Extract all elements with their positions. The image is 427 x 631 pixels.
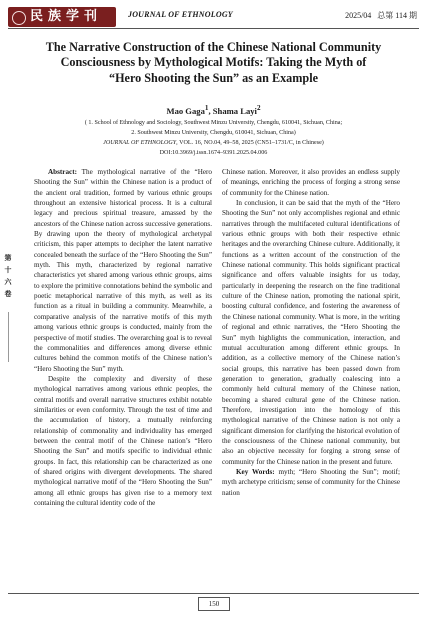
conclusion-paragraph: In conclusion, it can be said that the myth of the “Hero Shooting the Sun” not only accomplishes regional and ethnic narratives through the multifaceted cultural identifications of various ethnic groups with both their respective ethnic heritages and the overarching Chinese culture. Additionally, it functions as a written account of the construction of the Chinese national community. This holds significant practical significance and offers valuable insights for us today, particularly in deepening the research on the fine traditional culture of the Chinese nation, promoting the national spirit, boosting cultural confidence, and fostering the awareness of the Chinese national community. What is more, in the writing of regional and ethnic narratives, the “Hero Shooting the Sun” myth highlights the communication, interaction, and mutual acculturation among different ethnic groups. In addition, as a collective memory of the Chinese nation’s social groups, this narrative has been passed down from generation to generation, gradually coalescing into a commonly held cultural memory of the Chinese nation, becoming a shared cultural gene of the Chinese nation. Therefore, investigation into the homology of this mythological narrative of the Chinese nation is not only a significant dimension for clarifying the historical evolution of the consciousness of the Chinese national community, but also an objective necessity for forging a strong sense of community for the Chinese nation in the present and future. — [222, 199, 400, 466]
abstract-label: Abstract: — [48, 168, 77, 176]
issue-info — [345, 10, 417, 21]
page-header — [8, 6, 419, 28]
header-divider — [8, 28, 419, 29]
affiliation-2: 2. Southwest Minzu University, Chengdu, 610041, Sichuan, China) — [131, 129, 296, 136]
affiliations — [30, 119, 397, 138]
issue-year: 2025/04 — [345, 11, 372, 20]
author-list — [36, 104, 391, 116]
author-separator: , — [208, 105, 213, 116]
page-number: 150 — [198, 597, 230, 611]
author-1-affil-mark: 1 — [204, 104, 209, 112]
title-line-1: The Narrative Construction of the Chinese National Community — [45, 40, 382, 54]
journal-name: JOURNAL OF ETHNOLOGY — [128, 10, 233, 19]
title-line-2: Consciousness by Mythological Motifs: Taking the Myth of — [60, 55, 367, 70]
issue-number: 总第 114 期 — [377, 11, 417, 20]
journal-logo — [8, 7, 116, 27]
keywords-label: Key Words: — [236, 467, 275, 476]
right-column — [222, 167, 400, 498]
abstract-continued: Chinese nation. Moreover, it also provides an endless supply of meanings, enriching the process of forging a strong sense of community for the Chinese nation. — [222, 168, 400, 197]
footer-divider — [8, 593, 419, 594]
side-tab-divider — [8, 312, 9, 362]
keywords-text: myth; “Hero Shooting the Sun”; motif; myth archetype criticism; sense of community for the Chinese nation — [222, 467, 400, 497]
abstract-paragraph-2: Despite the complexity and diversity of these mythological narratives among various ethnic peoples, the central motifs and overall narrative structures exhibit notable similarities or even conformity. Through the test of time and the accumulation of history, a mutually reinforcing relationship of commonality and individuality has emerged between the central motif of the Chinese nation’s “Hero Shooting the Sun” and motifs specific to individual ethnic groups. In fact, this relationship can be characterized as one of shared origins with divergent developments. The shared mythological narrative motif of the “Hero Shooting the Sun” among all ethnic groups has given rise to a memory text containing the cultural identity code of the — [34, 374, 212, 507]
citation-details: , VOL. 16, NO.04, 49–58, 2025 (CN51–1731/C, in Chinese) — [176, 140, 324, 146]
left-column — [34, 167, 212, 508]
doi: DOI:10.3969/j.issn.1674–9391.2025.04.006 — [159, 149, 268, 156]
keywords-paragraph — [222, 467, 400, 498]
abstract-text-1: The mythological narrative of the “Hero Shooting the Sun” within the Chinese nation is a product of the ancient oral tradition, formed by various ethnic groups throughout an extensive historical process. It is a cultural legacy and precious spiritual treasure, amassed by the ancestors of the Chinese nation across successive generations. By drawing upon the theory of mythological archetypal criticism, this paper attempts to decipher the latent narrative concealed beneath the surface of the “Hero Shooting the Sun” myth. This myth, characterized by regional narrative characteristics yet shared among various ethnic groups, aims to explore the primitive connotations behind the symbolic and poetic metaphorical narrative of this myth, as well as its function as a ritual in building a community. Meanwhile, a comparative analysis of the narrative motifs of this myth among various ethnic groups is conducted, mainly from the perspective of motif studies. The overarching goal is to reveal the commonalities and differences among diverse ethnic cultures behind the common motifs of the Chinese nation’s “Hero Shooting the Sun” myth. — [34, 168, 212, 373]
citation-journal: JOURNAL OF ETHNOLOGY — [103, 140, 177, 146]
article-title — [36, 40, 391, 86]
author-1: Mao Gaga — [166, 105, 205, 116]
title-line-3: “Hero Shooting the Sun” as an Example — [108, 70, 319, 85]
author-2: Shama Layi — [212, 105, 257, 116]
citation-block — [30, 139, 397, 158]
volume-side-text: 第十六卷 — [4, 254, 12, 298]
logo-emblem-icon — [12, 11, 26, 25]
volume-side-tab — [0, 252, 16, 310]
affiliation-1: ( 1. School of Ethnology and Sociology, Southwest Minzu University, Chengdu, 610041, Sichuan, China; — [84, 120, 343, 126]
citation-line — [30, 139, 397, 149]
abstract-paragraph-1 — [34, 167, 212, 374]
journal-logo-text: 民族学刊 — [30, 9, 103, 24]
author-2-affil-mark: 2 — [256, 104, 261, 112]
